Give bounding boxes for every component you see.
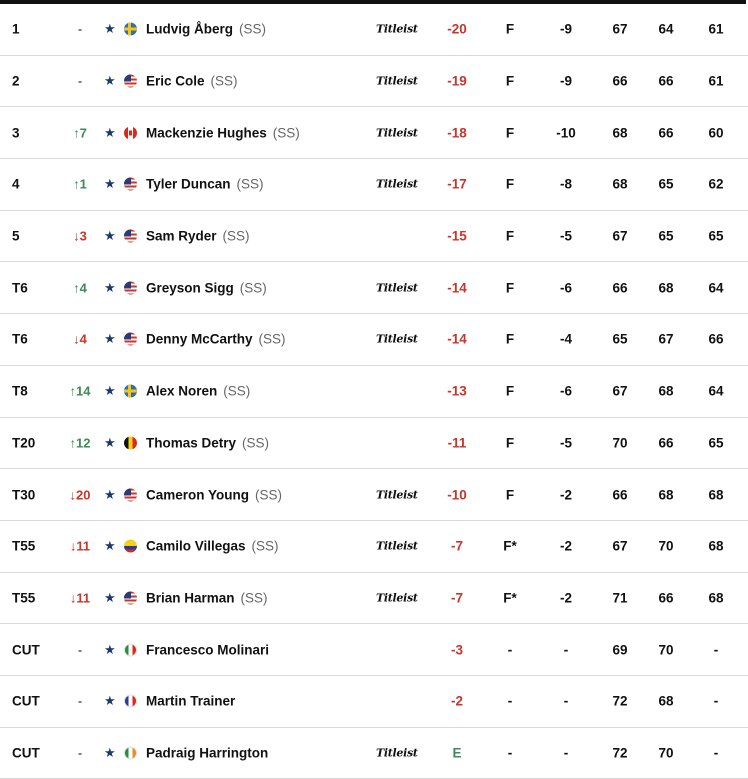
round-1-score: 68: [612, 125, 628, 141]
player-tag: (SS): [255, 487, 283, 503]
player-row[interactable]: [0, 211, 748, 263]
ireland-flag-icon: [124, 746, 137, 759]
position: CUT: [12, 745, 40, 761]
round-1-score: 70: [612, 435, 628, 451]
movement: [60, 177, 100, 192]
round-1-score: 71: [612, 590, 628, 606]
player-row[interactable]: [0, 521, 748, 573]
player-name[interactable]: Greyson Sigg (SS): [146, 280, 267, 296]
total-score: -14: [447, 331, 467, 347]
round-2-score: 68: [658, 693, 674, 709]
round-1-score: 66: [612, 73, 628, 89]
player-name[interactable]: Eric Cole (SS): [146, 73, 238, 89]
round-3-score: 64: [708, 383, 724, 399]
player-row[interactable]: [0, 624, 748, 676]
movement-value: -: [77, 693, 83, 709]
thru: F*: [503, 590, 517, 606]
movement: [60, 280, 100, 295]
round-3-score: 68: [708, 590, 724, 606]
movement: [60, 125, 100, 140]
round-3-score: 64: [708, 280, 724, 296]
round-3-score: 60: [708, 125, 724, 141]
sweden-flag-icon: [124, 385, 137, 398]
position: CUT: [12, 693, 40, 709]
movement-down-arrow-icon: ↓: [73, 331, 80, 347]
player-row[interactable]: [0, 4, 748, 56]
round-1-score: 68: [612, 176, 628, 192]
movement: [60, 435, 100, 450]
total-score: -7: [450, 590, 463, 606]
total-score: -18: [447, 125, 467, 141]
thru: F: [505, 435, 515, 451]
movement: [60, 74, 100, 89]
movement-value: 11: [76, 590, 91, 606]
thru: F: [505, 125, 515, 141]
favorite-star-icon[interactable]: ★: [104, 279, 116, 295]
favorite-star-icon[interactable]: ★: [104, 73, 116, 89]
usa-flag-icon: [124, 281, 137, 294]
thru: F: [505, 331, 515, 347]
total-score: -17: [447, 176, 467, 192]
today-score: -6: [559, 280, 572, 296]
thru: F: [505, 73, 515, 89]
player-name[interactable]: Cameron Young (SS): [146, 487, 283, 503]
round-2-score: 64: [658, 21, 674, 37]
titleist-logo-icon: Titleist: [376, 74, 418, 88]
today-score: -: [563, 693, 569, 709]
movement-value: -: [77, 73, 83, 89]
player-row[interactable]: [0, 573, 748, 625]
movement-down-arrow-icon: ↓: [69, 487, 77, 503]
today-score: -: [563, 745, 569, 761]
movement: [60, 229, 100, 244]
player-name[interactable]: Camilo Villegas (SS): [146, 538, 279, 554]
round-2-score: 65: [658, 176, 674, 192]
favorite-star-icon[interactable]: ★: [104, 176, 116, 192]
today-score: -8: [559, 176, 572, 192]
favorite-star-icon[interactable]: ★: [104, 434, 116, 450]
player-tag: (SS): [240, 590, 268, 606]
round-2-score: 66: [658, 435, 674, 451]
player-name[interactable]: Thomas Detry (SS): [146, 435, 270, 451]
round-1-score: 67: [612, 538, 628, 554]
player-tag: (SS): [239, 21, 266, 37]
total-score: -14: [447, 280, 467, 296]
round-1-score: 72: [612, 745, 628, 761]
thru: F: [505, 383, 515, 399]
movement-value: 4: [79, 331, 87, 347]
thru: -: [507, 745, 513, 761]
today-score: -9: [559, 21, 572, 37]
round-2-score: 68: [658, 487, 674, 503]
thru: F: [505, 228, 515, 244]
player-row[interactable]: [0, 469, 748, 521]
round-1-score: 65: [612, 331, 628, 347]
total-score: -7: [450, 538, 463, 554]
total-score: -20: [447, 21, 467, 37]
player-name[interactable]: Francesco Molinari: [146, 642, 270, 658]
total-score: -11: [447, 435, 467, 451]
today-score: -5: [559, 435, 572, 451]
titleist-logo-icon: Titleist: [376, 746, 418, 760]
usa-flag-icon: [124, 230, 137, 243]
thru: F: [505, 21, 515, 37]
favorite-star-icon[interactable]: ★: [104, 383, 116, 399]
titleist-logo-icon: Titleist: [376, 488, 418, 502]
movement-value: -: [77, 642, 83, 658]
thru: -: [507, 642, 513, 658]
titleist-logo-icon: Titleist: [376, 22, 418, 36]
favorite-star-icon[interactable]: ★: [104, 538, 116, 554]
today-score: -5: [559, 228, 572, 244]
today-score: -9: [559, 73, 572, 89]
favorite-star-icon[interactable]: ★: [104, 228, 116, 244]
movement: [60, 539, 100, 554]
movement-value: 1: [79, 176, 87, 192]
titleist-logo-icon: Titleist: [376, 539, 418, 553]
round-1-score: 69: [612, 642, 628, 658]
player-row[interactable]: [0, 56, 748, 108]
player-row[interactable]: [0, 366, 748, 418]
round-1-score: 67: [612, 383, 628, 399]
movement: [60, 745, 100, 760]
position: T8: [12, 383, 28, 399]
movement-up-arrow-icon: ↑: [73, 176, 80, 192]
round-3-score: 61: [708, 21, 724, 37]
player-name[interactable]: Mackenzie Hughes (SS): [146, 125, 300, 141]
round-3-score: -: [713, 693, 719, 709]
round-2-score: 70: [658, 745, 674, 761]
movement: [60, 332, 100, 347]
france-flag-icon: [124, 695, 137, 708]
favorite-star-icon[interactable]: ★: [104, 744, 116, 760]
total-score: -15: [447, 228, 467, 244]
player-name[interactable]: Tyler Duncan (SS): [146, 176, 264, 192]
position: T6: [12, 331, 28, 347]
italy-flag-icon: [124, 643, 137, 656]
thru: F: [505, 280, 515, 296]
round-3-score: -: [713, 745, 719, 761]
usa-flag-icon: [124, 178, 137, 191]
movement-value: -: [77, 21, 83, 37]
movement-value: 14: [76, 383, 91, 399]
favorite-star-icon[interactable]: ★: [104, 486, 116, 502]
round-3-score: 61: [708, 73, 724, 89]
movement-down-arrow-icon: ↓: [69, 590, 77, 606]
position: 2: [12, 73, 20, 89]
movement-value: 7: [79, 125, 87, 141]
usa-flag-icon: [124, 333, 137, 346]
player-name[interactable]: Sam Ryder (SS): [146, 228, 250, 244]
movement-value: 12: [76, 435, 91, 451]
player-tag: (SS): [222, 228, 250, 244]
player-name[interactable]: Ludvig Åberg (SS): [146, 21, 266, 37]
titleist-logo-icon: Titleist: [376, 126, 418, 140]
round-2-score: 68: [658, 383, 674, 399]
movement-up-arrow-icon: ↑: [73, 125, 80, 141]
total-score: -10: [447, 487, 467, 503]
round-1-score: 72: [612, 693, 628, 709]
movement-down-arrow-icon: ↓: [69, 538, 77, 554]
player-row[interactable]: [0, 314, 748, 366]
player-name[interactable]: Padraig Harrington: [146, 745, 269, 761]
round-3-score: 65: [708, 435, 724, 451]
thru: F*: [503, 538, 517, 554]
position: T6: [12, 280, 28, 296]
round-3-score: -: [713, 642, 719, 658]
titleist-logo-icon: Titleist: [376, 591, 418, 605]
player-tag: (SS): [242, 435, 270, 451]
canada-flag-icon: [124, 126, 137, 139]
player-row[interactable]: [0, 107, 748, 159]
thru: -: [507, 693, 513, 709]
favorite-star-icon[interactable]: ★: [104, 641, 116, 657]
player-tag: (SS): [239, 280, 267, 296]
player-row[interactable]: [0, 728, 748, 779]
movement-value: 4: [79, 280, 87, 296]
movement-value: 3: [79, 228, 87, 244]
round-2-score: 65: [658, 228, 674, 244]
player-name[interactable]: Denny McCarthy (SS): [146, 331, 286, 347]
player-tag: (SS): [223, 383, 251, 399]
player-name[interactable]: Brian Harman (SS): [146, 590, 268, 606]
usa-flag-icon: [124, 75, 137, 88]
usa-flag-icon: [124, 488, 137, 501]
today-score: -2: [559, 538, 572, 554]
round-3-score: 68: [708, 538, 724, 554]
sweden-flag-icon: [124, 23, 137, 36]
round-1-score: 66: [612, 280, 628, 296]
player-row[interactable]: [0, 676, 748, 728]
player-tag: (SS): [236, 176, 264, 192]
total-score: E: [452, 745, 462, 761]
movement-up-arrow-icon: ↑: [69, 435, 77, 451]
titleist-logo-icon: Titleist: [376, 177, 418, 191]
round-1-score: 67: [612, 21, 628, 37]
today-score: -: [563, 642, 569, 658]
player-tag: (SS): [210, 73, 238, 89]
round-2-score: 70: [658, 642, 674, 658]
round-2-score: 68: [658, 280, 674, 296]
position: T55: [12, 538, 36, 554]
player-name[interactable]: Martin Trainer: [146, 693, 236, 709]
leaderboard-rows: [0, 4, 748, 779]
movement-value: 11: [76, 538, 91, 554]
movement: [60, 487, 100, 502]
player-row[interactable]: [0, 159, 748, 211]
thru: F: [505, 487, 515, 503]
belgium-flag-icon: [124, 436, 137, 449]
today-score: -10: [556, 125, 576, 141]
round-1-score: 67: [612, 228, 628, 244]
player-row[interactable]: [0, 418, 748, 470]
favorite-star-icon[interactable]: ★: [104, 124, 116, 140]
thru: F: [505, 176, 515, 192]
usa-flag-icon: [124, 591, 137, 604]
movement-up-arrow-icon: ↑: [69, 383, 77, 399]
movement: [60, 642, 100, 657]
player-row[interactable]: [0, 262, 748, 314]
titleist-logo-icon: Titleist: [376, 281, 418, 295]
movement-value: -: [77, 745, 83, 761]
round-2-score: 70: [658, 538, 674, 554]
position: T30: [12, 487, 36, 503]
movement-up-arrow-icon: ↑: [73, 280, 80, 296]
round-3-score: 65: [708, 228, 724, 244]
movement: [60, 590, 100, 605]
total-score: -3: [450, 642, 463, 658]
favorite-star-icon[interactable]: ★: [104, 693, 116, 709]
position: T20: [12, 435, 36, 451]
movement: [60, 694, 100, 709]
colombia-flag-icon: [124, 540, 137, 553]
titleist-logo-icon: Titleist: [376, 332, 418, 346]
round-3-score: 66: [708, 331, 724, 347]
movement: [60, 384, 100, 399]
round-2-score: 66: [658, 125, 674, 141]
round-1-score: 66: [612, 487, 628, 503]
total-score: -13: [447, 383, 467, 399]
favorite-star-icon[interactable]: ★: [104, 331, 116, 347]
position: 1: [12, 21, 20, 37]
position: 3: [12, 125, 20, 141]
player-tag: (SS): [258, 331, 286, 347]
position: 5: [12, 228, 20, 244]
movement-down-arrow-icon: ↓: [73, 228, 80, 244]
round-3-score: 62: [708, 176, 724, 192]
total-score: -19: [447, 73, 467, 89]
today-score: -2: [559, 590, 572, 606]
player-tag: (SS): [272, 125, 300, 141]
position: T55: [12, 590, 36, 606]
movement-value: 20: [76, 487, 91, 503]
today-score: -2: [559, 487, 572, 503]
round-2-score: 66: [658, 73, 674, 89]
movement: [60, 22, 100, 37]
round-2-score: 67: [658, 331, 674, 347]
total-score: -2: [450, 693, 463, 709]
round-3-score: 68: [708, 487, 724, 503]
round-2-score: 66: [658, 590, 674, 606]
player-tag: (SS): [251, 538, 279, 554]
today-score: -4: [559, 331, 572, 347]
position: CUT: [12, 642, 40, 658]
player-name[interactable]: Alex Noren (SS): [146, 383, 251, 399]
favorite-star-icon[interactable]: ★: [104, 589, 116, 605]
favorite-star-icon[interactable]: ★: [104, 21, 116, 37]
today-score: -6: [559, 383, 572, 399]
position: 4: [12, 176, 20, 192]
